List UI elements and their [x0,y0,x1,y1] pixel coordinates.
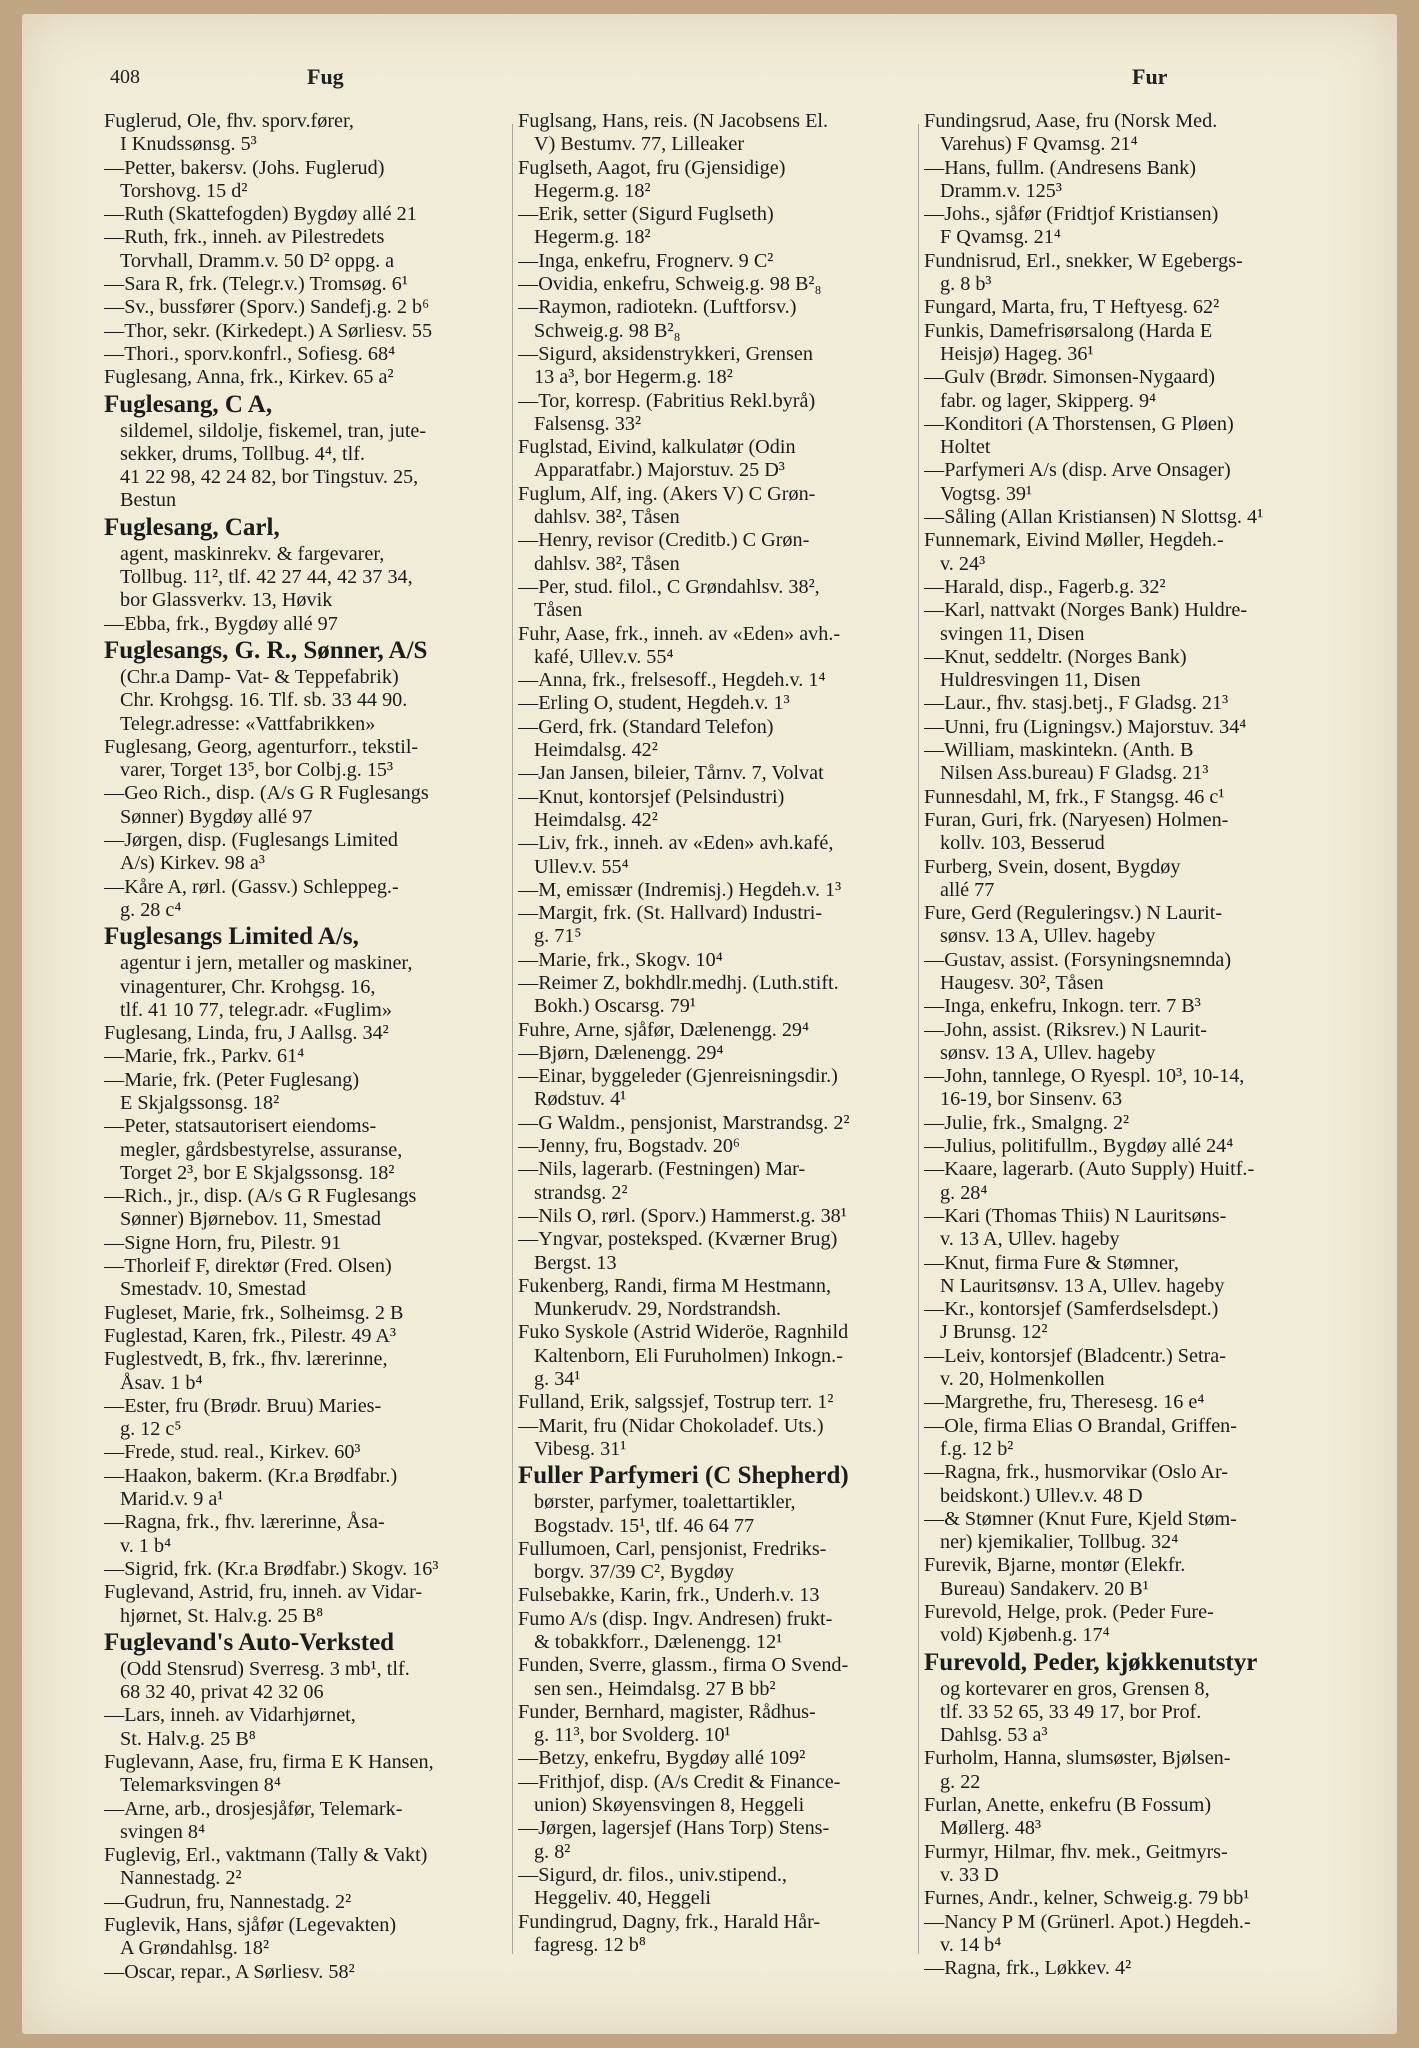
entry-line: —Jørgen, lagersjef (Hans Torp) Stens- [518,1817,830,1840]
entry-line: —Anna, frk., frelsesoff., Hegdeh.v. 1⁴ [518,669,826,692]
entry-continuation: Huldresvingen 11, Disen [940,669,1141,692]
entry-line: —Harald, disp., Fagerb.g. 32² [924,575,1166,598]
entry-line: —Hans, fullm. (Andresens Bank) [924,156,1196,179]
entry-line: Fuko Syskole (Astrid Wideröe, Ragnhild [518,1321,849,1344]
entry-continuation: Tåsen [534,599,583,622]
entry-continuation: Smestadv. 10, Smestad [120,1278,306,1301]
entry-continuation: Heimdalsg. 42² [534,808,658,831]
entry-continuation: Bestun [120,489,177,512]
entry-continuation: v. 13 A, Ullev. hageby [940,1228,1120,1251]
entry-line: —Sara R, frk. (Telegr.v.) Tromsøg. 6¹ [104,273,408,296]
entry-line: —Bjørn, Dælenengg. 29⁴ [518,1041,724,1064]
entry-line: —Rich., jr., disp. (A/s G R Fuglesangs [104,1185,417,1208]
entry-line: Furevold, Helge, prok. (Peder Fure- [924,1601,1214,1623]
entry-line: —Ruth (Skattefogden) Bygdøy allé 21 [104,203,417,226]
entry-continuation: Nannestadg. 2² [120,1867,242,1890]
entry-continuation: agent, maskinrekv. & fargevarer, [120,542,385,565]
entry-line: —Jørgen, disp. (Fuglesangs Limited [104,829,399,852]
entry-line: —Nils O, rørl. (Sporv.) Hammerst.g. 38¹ [518,1204,847,1227]
entry-line: —Kr., kontorsjef (Samferdselsdept.) [924,1298,1219,1321]
entry-continuation: borgv. 37/39 C², Bygdøy [534,1561,735,1584]
entry-continuation: Falsensg. 33² [534,412,641,435]
entry-heading: Furevold, Peder, kjøkkenutstyr [924,1648,1258,1676]
entry-line: Fumo A/s (disp. Ingv. Andresen) frukt- [518,1607,833,1630]
entry-line: —Marie, frk. (Peter Fuglesang) [104,1068,360,1091]
entry-line: —Thor, sekr. (Kirkedept.) A Sørliesv. 55 [104,319,433,342]
entry-continuation: Varehus) F Qvamsg. 21⁴ [940,133,1138,156]
entry-line: Furnes, Andr., kelner, Schweig.g. 79 bb¹ [924,1887,1250,1910]
entry-line: —Gudrun, fru, Nannestadg. 2² [104,1890,352,1913]
entry-line: —Signe Horn, fru, Pilestr. 91 [104,1231,342,1254]
entry-line: Fuglesang, Linda, fru, J Aallsg. 34² [104,1022,389,1045]
entry-line: —Marie, frk., Skogv. 10⁴ [518,948,723,971]
entry-line: —Gustav, assist. (Forsyningsnemnda) [924,948,1232,971]
entry-line: —Ole, firma Elias O Brandal, Griffen- [924,1414,1237,1437]
entry-continuation: Apparatfabr.) Majorstuv. 25 D³ [534,459,785,482]
entry-continuation: megler, gårdsbestyrelse, assuranse, [120,1138,403,1161]
header-left-word: Fug [307,64,344,89]
entry-line: Fuglevand, Astrid, fru, inneh. av Vidar- [104,1581,423,1604]
entry-line: —Margit, frk. (St. Hallvard) Industri- [518,902,823,925]
entry-continuation: v. 33 D [940,1863,999,1886]
entry-continuation: Hegerm.g. 18² [534,226,651,249]
entry-continuation: tlf. 41 10 77, telegr.adr. «Fuglim» [120,998,392,1021]
entry-line: Fuglevann, Aase, fru, firma E K Hansen, [104,1751,434,1773]
entry-line: —Frithjof, disp. (A/s Credit & Finance- [518,1770,841,1793]
entry-line: —Arne, arb., drosjesjåfør, Telemark- [104,1797,403,1820]
entry-line: —Unni, fru (Ligningsv.) Majorstuv. 34⁴ [924,715,1247,738]
entry-line: —Petter, bakersv. (Johs. Fuglerud) [104,156,385,179]
entry-line: —Raymon, radiotekn. (Luftforsv.) [518,296,797,319]
entry-continuation: tlf. 33 52 65, 33 49 17, bor Prof. [940,1700,1202,1723]
entry-continuation: g. 11³, bor Svolderg. 10¹ [534,1724,731,1747]
entry-line: Fuhr, Aase, frk., inneh. av «Eden» avh.- [518,622,841,645]
entry-line: —Erling O, student, Hegdeh.v. 1³ [518,692,790,715]
entry-line: Fuglesang, Georg, agenturforr., tekstil- [104,735,419,758]
entry-continuation: svingen 11, Disen [940,622,1085,645]
entry-continuation: Bogstadv. 15¹, tlf. 46 64 77 [534,1514,755,1537]
entry-continuation: Møllerg. 48³ [940,1817,1042,1840]
entry-continuation: hjørnet, St. Halv.g. 25 B⁸ [120,1604,324,1627]
entry-continuation: v. 1 b⁴ [120,1534,172,1557]
entry-continuation: Dramm.v. 125³ [940,179,1062,202]
entry-continuation: Holtet [940,436,991,459]
entry-line: —Knut, kontorsjef (Pelsindustri) [518,785,785,808]
entry-line: —Liv, frk., inneh. av «Eden» avh.kafé, [518,832,834,855]
entry-line: Fuglesang, Anna, frk., Kirkev. 65 a² [104,366,394,389]
entry-continuation: 13 a³, bor Hegerm.g. 18² [534,366,733,389]
entry-continuation: ner) kjemikalier, Tollbug. 32⁴ [940,1531,1179,1554]
entry-line: —Inga, enkefru, Inkogn. terr. 7 B³ [924,995,1201,1018]
entry-line: —John, tannlege, O Ryespl. 10³, 10-14, [924,1065,1245,1088]
entry-continuation: E Skjalgssonsg. 18² [120,1091,280,1114]
entry-continuation: F Qvamsg. 21⁴ [940,226,1061,249]
entry-line: —John, assist. (Riksrev.) N Laurit- [924,1018,1207,1041]
entry-continuation: g. 8² [534,1840,571,1863]
entry-line: —Sigurd, aksidenstrykkeri, Grensen [518,342,813,365]
column-3 [924,110,1324,1980]
entry-continuation: Chr. Krohgsg. 16. Tlf. sb. 33 44 90. [120,689,408,712]
entry-continuation: Marid.v. 9 a¹ [120,1488,224,1511]
entry-line: —Per, stud. filol., C Grøndahlsv. 38², [518,575,820,598]
entry-line: —M, emissær (Indremisj.) Hegdeh.v. 1³ [518,878,842,901]
column-2 [518,110,932,1957]
entry-continuation: Sønner) Bjørnebov. 11, Smestad [120,1208,381,1231]
entry-heading: Fuglesang, C A, [104,390,273,418]
entry-continuation: Torshovg. 15 d² [120,179,248,202]
entry-line: Fukenberg, Randi, firma M Hestmann, [518,1274,832,1297]
entry-continuation: svingen 8⁴ [120,1820,205,1843]
entry-line: —Kåre A, rørl. (Gassv.) Schleppeg.- [104,875,399,898]
entry-continuation: Bokh.) Oscarsg. 79¹ [534,995,696,1018]
entry-continuation: sønsv. 13 A, Ullev. hageby [940,1041,1156,1064]
entry-continuation: fagresg. 12 b⁸ [534,1933,646,1956]
entry-line: Funder, Bernhard, magister, Rådhus- [518,1700,816,1723]
entry-continuation: Haugesv. 30², Tåsen [940,971,1104,994]
entry-line: —Haakon, bakerm. (Kr.a Brødfabr.) [104,1464,398,1487]
entry-line: —G Waldm., pensjonist, Marstrandsg. 2² [518,1111,850,1134]
entry-line: Funnesdahl, M, frk., F Stangsg. 46 c¹ [924,785,1225,808]
entry-line: —Erik, setter (Sigurd Fuglseth) [518,203,774,226]
entry-continuation: Telegr.adresse: «Vattfabrikken» [120,712,376,735]
entry-continuation: og kortevarer en gros, Grensen 8, [940,1677,1210,1700]
entry-continuation: (Odd Stensrud) Sverresg. 3 mb¹, tlf. [120,1657,410,1680]
entry-line: Furevik, Bjarne, montør (Elekfr. [924,1554,1186,1577]
entry-line: —Einar, byggeleder (Gjenreisningsdir.) [518,1065,838,1088]
entry-continuation: sen sen., Heimdalsg. 27 B bb² [534,1677,776,1700]
entry-line: Fugleset, Marie, frk., Solheimsg. 2 B [104,1301,404,1324]
entry-line: Fundingsrud, Aase, fru (Norsk Med. [924,110,1218,132]
entry-heading: Fuglesangs Limited A/s, [104,923,359,951]
entry-continuation: Heimdalsg. 42² [534,739,658,762]
entry-line: Fuhre, Arne, sjåfør, Dælenengg. 29⁴ [518,1018,810,1041]
entry-line: Funden, Sverre, glassm., firma O Svend- [518,1654,849,1677]
entry-continuation: g. 34¹ [534,1368,581,1391]
entry-line: Furberg, Svein, dosent, Bygdøy [924,855,1181,878]
entry-line: —Ragna, frk., husmorvikar (Oslo Ar- [924,1461,1229,1484]
entry-continuation: g. 12 c⁵ [120,1418,182,1441]
entry-line: —Tor, korresp. (Fabritius Rekl.byrå) [518,389,816,412]
entry-continuation: kollv. 103, Besserud [940,832,1105,855]
entry-continuation: Nilsen Ass.bureau) F Gladsg. 21³ [940,762,1209,785]
column-1 [104,110,506,1984]
entry-continuation: I Knudssønsg. 5³ [120,133,257,156]
entry-continuation: Sønner) Bygdøy allé 97 [120,805,313,828]
entry-line: —Peter, statsautorisert eiendoms- [104,1115,377,1138]
entry-line: Fuglestad, Karen, frk., Pilestr. 49 A³ [104,1324,397,1347]
entry-continuation: dahlsv. 38², Tåsen [534,552,680,575]
entry-continuation: Heggeliv. 40, Heggeli [534,1887,711,1910]
column-divider [512,124,513,1954]
entry-continuation: allé 77 [940,878,995,901]
entry-line: —Kaare, lagerarb. (Auto Supply) Huitf.- [924,1158,1255,1181]
entry-continuation: Hegerm.g. 18² [534,179,651,202]
entry-continuation: børster, parfymer, toalettartikler, [534,1491,796,1514]
entry-continuation: & tobakkforr., Dælenengg. 12¹ [534,1631,783,1653]
entry-continuation: f.g. 12 b² [940,1437,1014,1460]
entry-line: —Marit, fru (Nidar Chokoladef. Uts.) [518,1414,824,1437]
page-number: 408 [110,66,140,88]
entry-continuation: dahlsv. 38², Tåsen [534,506,680,529]
entry-continuation: J Brunsg. 12² [940,1321,1048,1344]
entry-continuation: g. 71⁵ [534,925,582,948]
entry-heading: Fuglevand's Auto-Verksted [104,1628,395,1656]
entry-continuation: N Lauritsønsv. 13 A, Ullev. hageby [940,1274,1225,1297]
entry-line: —Julius, politifullm., Bygdøy allé 24⁴ [924,1135,1234,1158]
entry-line: Fuglsang, Hans, reis. (N Jacobsens El. [518,110,829,132]
entry-continuation: Rødstuv. 4¹ [534,1088,627,1111]
entry-line: —Knut, seddeltr. (Norges Bank) [924,645,1187,668]
entry-line: Funkis, Damefrisørsalong (Harda E [924,319,1213,342]
entry-continuation: Vogtsg. 39¹ [940,482,1033,505]
entry-continuation: bor Glassverkv. 13, Høvik [120,589,333,612]
entry-line: —Reimer Z, bokhdlr.medhj. (Luth.stift. [518,971,839,994]
entry-continuation: agentur i jern, metaller og maskiner, [120,952,413,975]
entry-heading: Fuller Parfymeri (C Shepherd) [518,1462,849,1490]
entry-line: —Parfymeri A/s (disp. Arve Onsager) [924,459,1231,482]
entry-line: —Sigurd, dr. filos., univ.stipend., [518,1863,787,1886]
entry-line: Fure, Gerd (Reguleringsv.) N Laurit- [924,902,1223,925]
entry-continuation: Heisjø) Hageg. 36¹ [940,342,1094,365]
entry-line: —Inga, enkefru, Frognerv. 9 C² [518,249,774,272]
entry-line: Furan, Guri, frk. (Naryesen) Holmen- [924,808,1229,831]
entry-continuation: union) Skøyensvingen 8, Heggeli [534,1794,805,1817]
entry-continuation: 41 22 98, 42 24 82, bor Tingstuv. 25, [120,466,419,489]
entry-continuation: strandsg. 2² [534,1181,628,1204]
entry-continuation: A Grøndahlsg. 18² [120,1937,270,1960]
entry-heading: Fuglesangs, G. R., Sønner, A/S [104,636,428,664]
entry-line: —Ovidia, enkefru, Schweig.g. 98 B²₈ [518,273,822,296]
entry-line: Fuglevig, Erl., vaktmann (Tally & Vakt) [104,1844,428,1867]
entry-continuation: g. 8 b³ [940,273,992,296]
entry-line: —Lars, inneh. av Vidarhjørnet, [104,1704,356,1727]
entry-line: —Ragna, frk., Løkkev. 4² [924,1957,1132,1980]
entry-line: —Leiv, kontorsjef (Bladcentr.) Setra- [924,1344,1226,1367]
entry-continuation: Kaltenborn, Eli Furuholmen) Inkogn.- [534,1344,843,1367]
entry-continuation: g. 28 c⁴ [120,898,182,921]
entry-continuation: vinagenturer, Chr. Krohgsg. 16, [120,975,376,998]
entry-continuation: sønsv. 13 A, Ullev. hageby [940,925,1156,948]
entry-line: —Nancy P M (Grünerl. Apot.) Hegdeh.- [924,1910,1251,1933]
directory-page [22,14,1397,2034]
entry-continuation: g. 22 [940,1770,981,1793]
entry-line: Fuglestvedt, B, frk., fhv. lærerinne, [104,1348,388,1371]
entry-line: —Thori., sporv.konfrl., Sofiesg. 68⁴ [104,342,396,365]
entry-line: —Oscar, repar., A Sørliesv. 58² [104,1960,355,1983]
entry-line: Fungard, Marta, fru, T Heftyesg. 62² [924,296,1220,319]
entry-line: Fuglstad, Eivind, kalkulatør (Odin [518,436,796,459]
entry-continuation: sildemel, sildolje, fiskemel, tran, jute- [120,419,427,442]
entry-line: Fuglerud, Ole, fhv. sporv.fører, [104,110,354,132]
entry-line: Furlan, Anette, enkefru (B Fossum) [924,1794,1212,1817]
entry-continuation: 68 32 40, privat 42 32 06 [120,1681,324,1704]
entry-line: —Jan Jansen, bileier, Tårnv. 7, Volvat [518,762,824,785]
entry-line: —Gerd, frk. (Standard Telefon) [518,715,774,738]
entry-continuation: (Chr.a Damp- Vat- & Teppefabrik) [120,665,399,688]
entry-continuation: g. 28⁴ [940,1181,988,1204]
entry-line: Funnemark, Eivind Møller, Hegdeh.- [924,529,1224,552]
entry-continuation: v. 14 b⁴ [940,1933,1002,1956]
entry-line: Fuglevik, Hans, sjåfør (Legevakten) [104,1914,397,1937]
entry-continuation: Bureau) Sandakerv. 20 B¹ [940,1577,1149,1600]
entry-continuation: St. Halv.g. 25 B⁸ [120,1727,256,1750]
entry-continuation: Munkerudv. 29, Nordstrandsh. [534,1298,782,1321]
entry-line: Fuglum, Alf, ing. (Akers V) C Grøn- [518,482,816,505]
entry-continuation: Schweig.g. 98 B²₈ [534,319,681,342]
entry-line: Fullumoen, Carl, pensjonist, Fredriks- [518,1537,827,1560]
entry-continuation: 16-19, bor Sinsenv. 63 [940,1088,1123,1111]
entry-line: —Konditori (A Thorstensen, G Pløen) [924,412,1234,435]
entry-continuation: v. 20, Holmenkollen [940,1368,1105,1391]
entry-continuation: Torget 2³, bor E Skjalgssonsg. 18² [120,1161,395,1184]
entry-continuation: sekker, drums, Tollbug. 4⁴, tlf. [120,442,365,465]
entry-continuation: A/s) Kirkev. 98 a³ [120,852,265,875]
entry-line: —Margrethe, fru, Theresesg. 16 e⁴ [924,1391,1205,1414]
entry-line: —Jenny, fru, Bogstadv. 20⁶ [518,1135,740,1158]
entry-line: —Henry, revisor (Creditb.) C Grøn- [518,529,810,552]
entry-line: —Gulv (Brødr. Simonsen-Nygaard) [924,366,1215,389]
entry-line: —Sigrid, frk. (Kr.a Brødfabr.) Skogv. 16³ [104,1557,439,1580]
entry-line: —Betzy, enkefru, Bygdøy allé 109² [518,1747,806,1770]
entry-line: Furmyr, Hilmar, fhv. mek., Geitmyrs- [924,1840,1228,1863]
entry-line: Furholm, Hanna, slumsøster, Bjølsen- [924,1747,1231,1770]
entry-line: —Sv., bussfører (Sporv.) Sandefj.g. 2 b⁶ [104,296,430,319]
entry-continuation: fabr. og lager, Skipperg. 9⁴ [940,389,1157,412]
entry-line: Fulsebakke, Karin, frk., Underh.v. 13 [518,1584,820,1607]
entry-line: Fundnisrud, Erl., snekker, W Egebergs- [924,249,1243,272]
entry-continuation: Ullev.v. 55⁴ [534,855,629,878]
entry-continuation: Vibesg. 31¹ [534,1437,627,1460]
entry-line: —Thorleif F, direktør (Fred. Olsen) [104,1255,392,1278]
entry-line: —Ruth, frk., inneh. av Pilestredets [104,226,385,249]
entry-continuation: Torvhall, Dramm.v. 50 D² oppg. a [120,249,395,272]
entry-continuation: Bergst. 13 [534,1251,617,1274]
entry-heading: Fuglesang, Carl, [104,513,280,541]
entry-continuation: kafé, Ullev.v. 55⁴ [534,645,674,668]
entry-line: —Julie, frk., Smalgng. 2² [924,1111,1130,1134]
entry-line: —Knut, firma Fure & Stømner, [924,1251,1179,1274]
entry-line: —Karl, nattvakt (Norges Bank) Huldre- [924,599,1248,622]
entry-continuation: varer, Torget 13⁵, bor Colbj.g. 15³ [120,759,394,782]
entry-line: —Nils, lagerarb. (Festningen) Mar- [518,1158,806,1181]
entry-line: —Ebba, frk., Bygdøy allé 97 [104,612,338,635]
entry-line: —Frede, stud. real., Kirkev. 60³ [104,1441,361,1464]
entry-line: —Ester, fru (Brødr. Bruu) Maries- [104,1394,382,1417]
entry-continuation: V) Bestumv. 77, Lilleaker [534,133,745,156]
header-right-word: Fur [1132,64,1168,89]
entry-line: —& Stømner (Knut Fure, Kjeld Støm- [924,1507,1237,1530]
entry-line: —Såling (Allan Kristiansen) N Slottsg. 4¹ [924,506,1264,529]
entry-line: Fuglseth, Aagot, fru (Gjensidige) [518,156,786,179]
entry-continuation: Dahlsg. 53 a³ [940,1724,1048,1747]
entry-line: —William, maskintekn. (Anth. B [924,739,1194,762]
entry-line: —Kari (Thomas Thiis) N Lauritsøns- [924,1204,1227,1227]
entry-line: —Johs., sjåfør (Fridtjof Kristiansen) [924,203,1219,226]
entry-continuation: Telemarksvingen 8⁴ [120,1774,281,1797]
entry-line: —Laur., fhv. stasj.betj., F Gladsg. 21³ [924,692,1229,715]
entry-continuation: vold) Kjøbenh.g. 17⁴ [940,1624,1110,1647]
entry-continuation: Åsav. 1 b⁴ [120,1371,203,1394]
entry-line: —Geo Rich., disp. (A/s G R Fuglesangs [104,782,429,805]
entry-line: —Marie, frk., Parkv. 61⁴ [104,1045,305,1068]
entry-continuation: v. 24³ [940,552,986,575]
entry-line: Fundingrud, Dagny, frk., Harald Hår- [518,1910,821,1933]
entry-line: Fulland, Erik, salgssjef, Tostrup terr. 1² [518,1391,834,1414]
entry-continuation: beidskont.) Ullev.v. 48 D [940,1484,1143,1507]
entry-line: —Yngvar, posteksped. (Kværner Brug) [518,1228,838,1251]
entry-continuation: Tollbug. 11², tlf. 42 27 44, 42 37 34, [120,566,413,589]
entry-line: —Ragna, frk., fhv. lærerinne, Åsa- [104,1511,385,1534]
